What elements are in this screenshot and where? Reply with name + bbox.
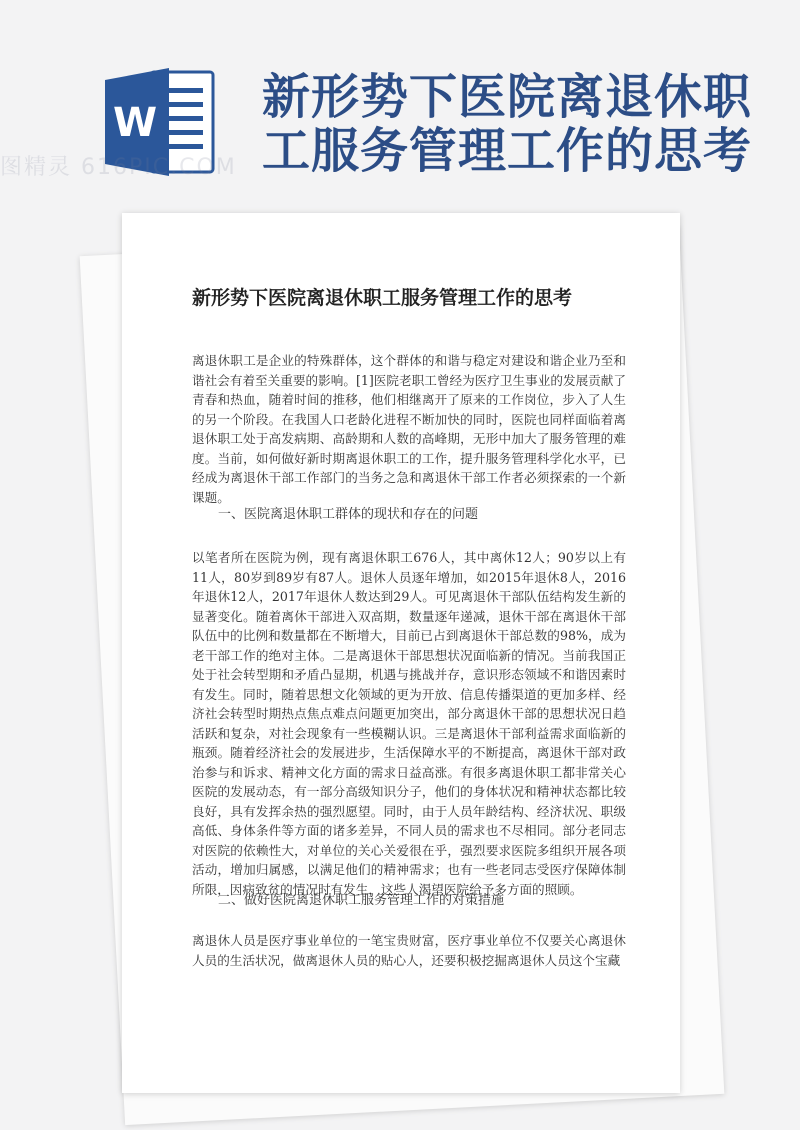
word-icon xyxy=(105,62,217,182)
paragraph-status: 以笔者所在医院为例，现有离退休职工676人，其中离休12人；90岁以上有11人，80岁到89岁有87人。退休人员逐年增加，如2015年退休8人，2016年退休12人，2017年退休人数达到29人。可见离退休干部队伍结构发生新的显著变化。随着离休干部进入双高期，数量逐年递减，退休干部在离退休干部队伍中的比例和数量都在不断增大，目前已占到离退休干部总数的98%，成为老干部工作的绝对主体。二是离退休干部思想状况面临新的情况。当前我国正处于社会转型期和矛盾凸显期，机遇与挑战并存，意识形态领域不和谐因素时有发生。同时，随着思想文化领域的更为开放、信息传播渠道的更加多样、经济社会转型时期热点焦点难点问题更加突出，部分离退休干部的思想状况日趋活跃和复杂，对社会现象有一些模糊认识。三是离退休干部利益需求面临新的瓶颈。随着经济社会的发展进步，生活保障水平的不断提高，离退休干部对政治参与和诉求、精神文化方面的需求日益高涨。有很多离退休职工都非常关心医院的发展动态，有一部分高级知识分子，他们的身体状况和精神状态都比较良好，具有发挥余热的强烈愿望。同时，由于人员年龄结构、经济状况、职级高低、身体条件等方面的诸多差异，不同人员的需求也不尽相同。部分老同志对医院的依赖性大，对单位的关心关爱很在乎，强烈要求医院多组织开展各项活动，增加归属感，以满足他们的精神需求；也有一些老同志受医疗保障体制所限，因病致贫的情况时有发生，这些人渴望医院给予多方面的照顾。 xyxy=(192,550,626,897)
header-banner xyxy=(0,0,800,200)
document-page xyxy=(122,213,680,1093)
document-title: 新形势下医院离退休职工服务管理工作的思考 xyxy=(192,287,573,309)
section-heading-1: 一、医院离退休职工群体的现状和存在的问题 xyxy=(218,507,479,522)
banner-title-line-1: 新形势下医院离退休职 xyxy=(262,69,753,125)
paragraph-measures: 离退休人员是医疗事业单位的一笔宝贵财富，医疗事业单位不仅要关心离退休人员的生活状况，做离退休人员的贴心人，还要积极挖掘离退休人员这个宝藏 xyxy=(192,933,626,968)
svg-text:W: W xyxy=(112,100,158,146)
section-heading-2: 二、做好医院离退休职工服务管理工作的对策措施 xyxy=(218,893,505,908)
banner-title-line-2: 工服务管理工作的思考 xyxy=(262,123,753,179)
watermark: 图精灵 616PIC.COM xyxy=(0,155,237,180)
paragraph-intro: 离退休职工是企业的特殊群体，这个群体的和谐与稳定对建设和谐企业乃至和谐社会有着至关重要的影响。[1]医院老职工曾经为医疗卫生事业的发展贡献了青春和热血，随着时间的推移，他们相继离开了原来的工作岗位，步入了人生的另一个阶段。在我国人口老龄化进程不断加快的同时，医院也同样面临着离退休职工处于高发病期、高龄期和人数的高峰期，无形中加大了服务管理的难度。当前，如何做好新时期离退休职工的工作，提升服务管理科学化水平，已经成为离退休干部工作部门的当务之急和离退休干部工作者必须探索的一个新课题。 xyxy=(192,353,626,505)
